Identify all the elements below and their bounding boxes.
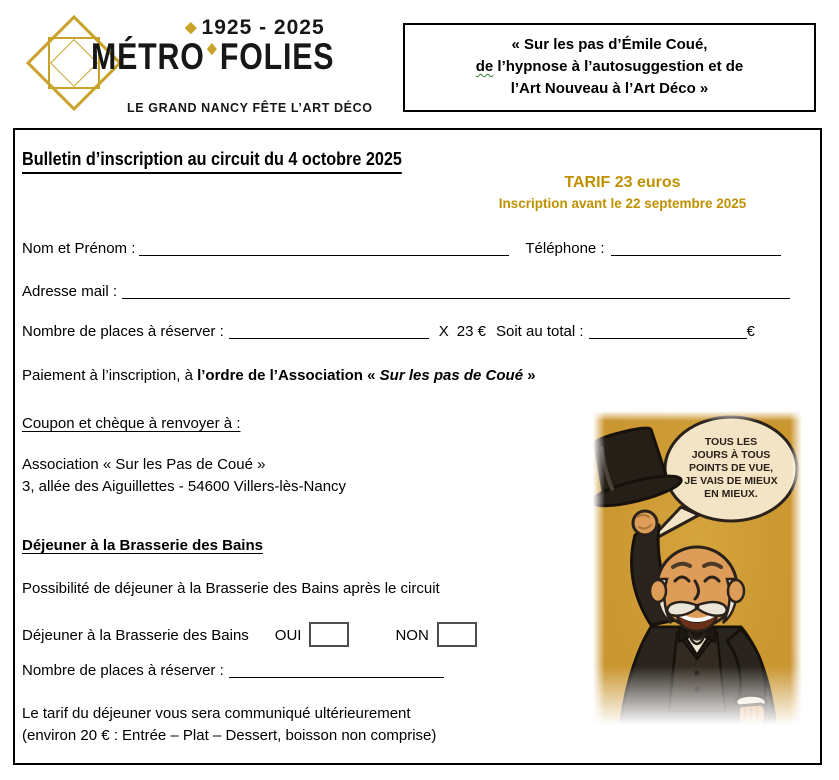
ear-right bbox=[728, 580, 744, 602]
payment-text-2: l’ordre de l’Association « bbox=[197, 367, 380, 384]
lunch-question-label: Déjeuner à la Brasserie des Bains bbox=[22, 627, 249, 644]
tarif-deadline: Inscription avant le 22 septembre 2025 bbox=[498, 196, 747, 211]
lunch-note-line-1: Le tarif du déjeuner vous sera communiqué ultérieurement bbox=[22, 705, 411, 722]
name-label: Nom et Prénom : bbox=[22, 240, 136, 257]
ear-left bbox=[650, 580, 666, 602]
email-input-line[interactable] bbox=[122, 285, 790, 299]
logo-years-text: 1925 - 2025 bbox=[201, 16, 325, 39]
bubble-line-2: JOURS À TOUS bbox=[691, 449, 771, 461]
metro-folies-logo bbox=[15, 8, 385, 122]
places-input-line[interactable] bbox=[229, 325, 429, 339]
event-title-box bbox=[403, 23, 816, 112]
no-label: NON bbox=[395, 627, 429, 644]
vest-button bbox=[694, 670, 699, 675]
hand-holding-hat bbox=[633, 511, 657, 535]
lunch-places-row bbox=[22, 662, 444, 679]
tarif-block bbox=[455, 174, 790, 211]
spellcheck-word: de bbox=[475, 58, 494, 75]
payment-text-1: Paiement à l’inscription, à bbox=[22, 367, 198, 384]
lunch-places-label: Nombre de places à réserver : bbox=[22, 662, 224, 679]
places-label: Nombre de places à réserver : bbox=[22, 323, 224, 340]
logo-title-word2: FOLIES bbox=[219, 36, 335, 77]
quote-line-2-rest: l’hypnose à l’autosuggestion et de bbox=[497, 58, 744, 75]
multiplier-price: 23 € bbox=[456, 323, 486, 340]
payment-line bbox=[22, 367, 536, 384]
logo-subtitle: LE GRAND NANCY FÊTE L’ART DÉCO bbox=[127, 101, 373, 115]
bubble-line-3: POINTS DE VUE, bbox=[688, 462, 774, 474]
address-line-2: 3, allée des Aiguillettes - 54600 Villers-lès-Nancy bbox=[22, 478, 347, 495]
quote-line-1: « Sur les pas d’Émile Coué, bbox=[511, 36, 708, 53]
tarif-amount: TARIF 23 euros bbox=[564, 174, 681, 191]
emile-coue-illustration bbox=[593, 411, 802, 738]
total-input-line[interactable] bbox=[589, 325, 747, 339]
lunch-note-line-2: (environ 20 € : Entrée – Plat – Dessert, boisson non comprise) bbox=[22, 727, 437, 744]
logo-title bbox=[91, 36, 334, 78]
phone-input-line[interactable] bbox=[611, 242, 781, 256]
diamond-icon: ◆ bbox=[185, 19, 198, 36]
form-title: Bulletin d’inscription au circuit du 4 octobre 2025 bbox=[22, 149, 444, 174]
places-total-row bbox=[22, 323, 755, 340]
coupon-heading: Coupon et chèque à renvoyer à : bbox=[22, 415, 241, 432]
lunch-places-input-line[interactable] bbox=[229, 664, 444, 678]
yes-label: OUI bbox=[274, 627, 302, 644]
currency-symbol: € bbox=[746, 323, 755, 340]
email-label: Adresse mail : bbox=[22, 283, 118, 300]
emile-coue-cartoon bbox=[593, 411, 802, 738]
address-line-1: Association « Sur les Pas de Coué » bbox=[22, 456, 266, 473]
logo-title-word1: MÉTRO bbox=[91, 36, 205, 77]
quote-line-3: l’Art Nouveau à l’Art Déco » bbox=[510, 80, 709, 97]
lunch-question-row bbox=[22, 622, 477, 647]
bubble-line-1: TOUS LES bbox=[704, 436, 758, 448]
checkbox-non[interactable] bbox=[437, 622, 477, 647]
bubble-line-4: JE VAIS DE MIEUX bbox=[684, 475, 778, 487]
total-label: Soit au total : bbox=[495, 323, 584, 340]
diamond-icon: ◆ bbox=[207, 40, 218, 57]
lunch-info-line: Possibilité de déjeuner à la Brasserie des Bains après le circuit bbox=[22, 580, 440, 597]
multiplier-x: X bbox=[438, 323, 449, 340]
name-phone-row bbox=[22, 240, 781, 257]
payment-text-4: » bbox=[523, 367, 536, 384]
phone-label: Téléphone : bbox=[525, 240, 605, 257]
registration-form-card bbox=[13, 128, 822, 765]
lowered-hand bbox=[739, 704, 766, 730]
email-row bbox=[22, 283, 790, 300]
lunch-section-heading: Déjeuner à la Brasserie des Bains bbox=[22, 537, 263, 554]
quote-line-2 bbox=[405, 56, 814, 78]
payment-association-name: Sur les pas de Coué bbox=[379, 367, 524, 384]
name-input-line[interactable] bbox=[139, 242, 509, 256]
bubble-line-5: EN MIEUX. bbox=[704, 488, 758, 500]
vest-button bbox=[694, 686, 699, 691]
checkbox-oui[interactable] bbox=[309, 622, 349, 647]
